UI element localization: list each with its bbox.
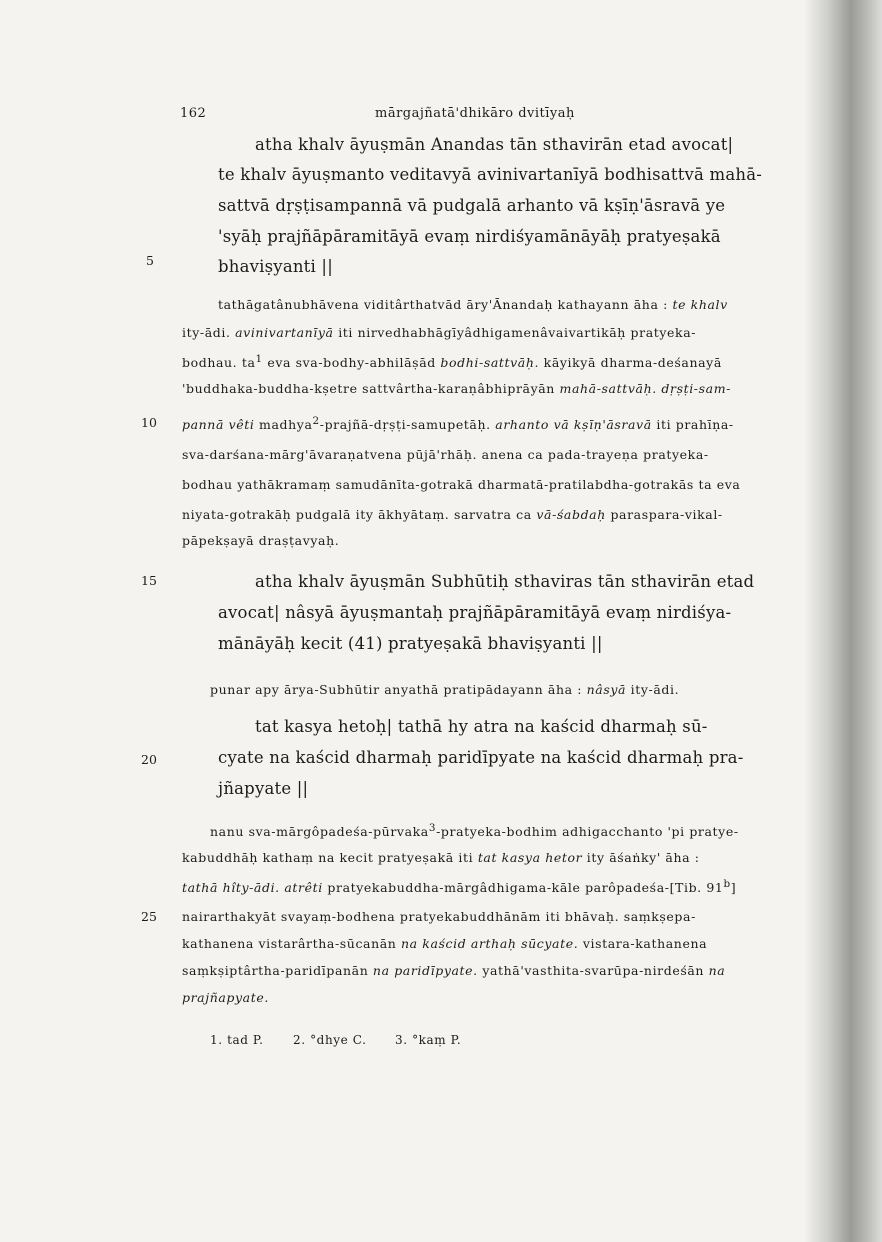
line-number-20: 20 (141, 752, 157, 767)
commentary-line: prajñapyate. (182, 990, 269, 1005)
commentary-line: bodhau yathākramaṃ samudānīta-gotrakā dharmatā-pratilabdha-gotrakās ta eva (182, 477, 741, 492)
commentary-line: nairarthakyāt svayaṃ-bodhena pratyekabuddhānām iti bhāvaḥ. saṃkṣepa- (182, 909, 696, 924)
page-number: 162 (180, 106, 207, 121)
scan-gutter-shadow (804, 0, 882, 1242)
commentary-line: sva-darśana-mārg'āvaraṇatvena pūjā'rhāḥ. anena ca pada-trayeṇa pratyeka- (182, 447, 709, 462)
root-text-line: mānāyāḥ kecit (41) pratyeṣakā bhaviṣyanti || (218, 634, 603, 653)
commentary-line: kathanena vistarârtha-sūcanān na kaścid arthaḥ sūcyate. vistara-kathanena (182, 936, 708, 951)
line-number-15: 15 (141, 573, 157, 588)
commentary-line: tathā hîty-ādi. atrêti pratyekabuddha-mārgâdhigama-kāle parôpadeśa-[Tib. 91$^b$] (182, 878, 737, 896)
commentary-line: nanu sva-mārgôpadeśa-pūrvaka$^3$-pratyeka-bodhim adhigacchanto 'pi pratye- (210, 822, 739, 840)
running-title: mārgajñatā'dhikāro dvitīyaḥ (375, 106, 575, 121)
commentary-line: punar apy ārya-Subhūtir anyathā pratipādayann āha : nâsyā ity-ādi. (210, 682, 680, 697)
line-number-25: 25 (141, 909, 157, 924)
commentary-line: niyata-gotrakāḥ pudgalā ity ākhyātaṃ. sarvatra ca vā-śabdaḥ paraspara-vikal- (182, 507, 723, 522)
commentary-line: kabuddhāḥ kathaṃ na kecit pratyeṣakā iti tat kasya hetor ity āśaṅky' āha : (182, 850, 700, 865)
root-text-line: bhaviṣyanti || (218, 257, 333, 276)
commentary-line: ity-ādi. avinivartanīyā iti nirvedhabhāgīyâdhigamenâvaivartikāḥ pratyeka- (182, 325, 697, 340)
footnote: 1. tad P. (210, 1033, 264, 1047)
root-text-line: 'syāḥ prajñāpāramitāyā evaṃ nirdiśyamānāyāḥ pratyeṣakā (218, 227, 721, 246)
root-text-line: te khalv āyuṣmanto veditavyā avinivartanīyā bodhisattvā mahā- (218, 165, 763, 184)
commentary-line: pannā vêti madhya$^2$-prajñā-dṛṣṭi-samupetāḥ. arhanto vā kṣīṇ'āsravā iti prahīṇa- (182, 415, 734, 433)
root-text-line: tat kasya hetoḥ| tathā hy atra na kaścid dharmaḥ sū- (255, 717, 708, 736)
root-text-line: atha khalv āyuṣmān Anandas tān sthavirān etad avocat| (255, 135, 734, 154)
root-text-line: avocat| nâsyā āyuṣmantaḥ prajñāpāramitāyā evaṃ nirdiśya- (218, 603, 732, 622)
commentary-line: tathāgatânubhāvena viditârthatvād āry'Ānandaḥ kathayann āha : te khalv (218, 297, 728, 312)
root-text-line: atha khalv āyuṣmān Subhūtiḥ sthaviras tān sthavirān etad (255, 572, 755, 591)
commentary-line: bodhau. $ta^1$ eva sva-bodhy-abhilāṣād bodhi-sattvāḥ. kāyikyā dharma-deśanayā (182, 353, 722, 371)
root-text-line: cyate na kaścid dharmaḥ paridīpyate na kaścid dharmaḥ pra- (218, 748, 744, 767)
footnote: 2. °dhye C. (293, 1033, 367, 1047)
footnote: 3. °kaṃ P. (395, 1033, 462, 1047)
root-text-line: jñapyate || (218, 779, 309, 798)
line-number-5: 5 (146, 253, 154, 268)
root-text-line: sattvā dṛṣṭisampannā vā pudgalā arhanto vā kṣīṇ'āsravā ye (218, 196, 726, 215)
line-number-10: 10 (141, 415, 157, 430)
commentary-line: pāpekṣayā draṣṭavyaḥ. (182, 533, 340, 548)
commentary-line: saṃkṣiptârtha-paridīpanān na paridīpyate. yathā'vasthita-svarūpa-nirdeśān na (182, 963, 726, 978)
commentary-line: 'buddhaka-buddha-kṣetre sattvârtha-karaṇâbhiprāyān mahā-sattvāḥ. dṛṣṭi-sam- (182, 381, 731, 396)
